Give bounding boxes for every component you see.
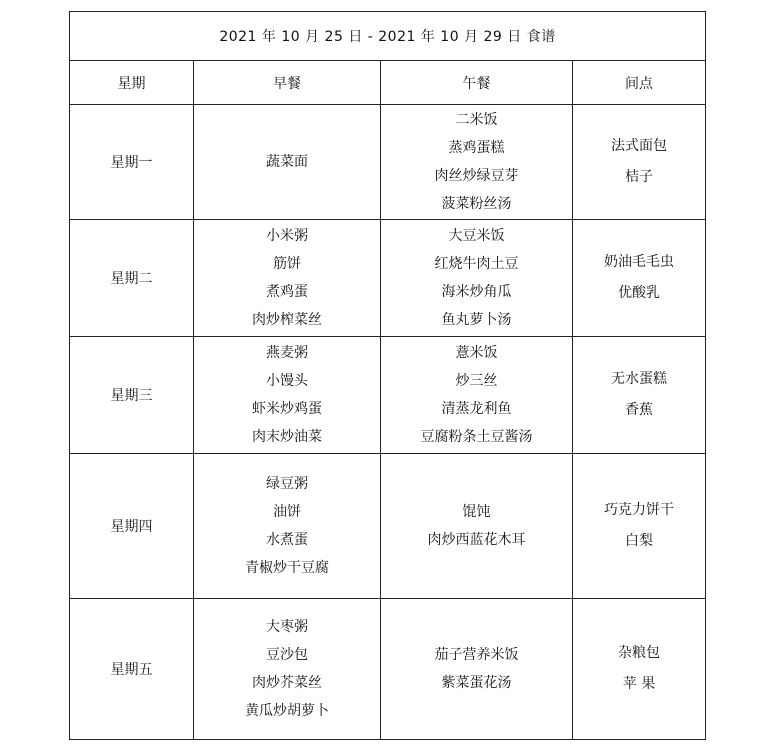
lunch-cell xyxy=(381,105,573,220)
lunch-item: 二米饭 xyxy=(455,112,498,128)
snack-item: 杂粮包 xyxy=(618,645,661,661)
lunch-list xyxy=(381,498,572,554)
snack-list xyxy=(573,495,705,557)
breakfast-item: 肉炒芥菜丝 xyxy=(252,675,322,691)
breakfast-item: 小馒头 xyxy=(266,373,308,389)
snack-list xyxy=(573,638,705,700)
breakfast-item: 煮鸡蛋 xyxy=(266,284,308,300)
breakfast-item: 肉炒榨菜丝 xyxy=(252,312,322,328)
header-breakfast: 早餐 xyxy=(194,61,381,105)
breakfast-list xyxy=(194,148,380,176)
lunch-list xyxy=(381,106,572,218)
lunch-item: 肉丝炒绿豆芽 xyxy=(434,168,519,184)
menu-body xyxy=(70,105,706,740)
snack-list xyxy=(573,247,705,309)
breakfast-item: 肉末炒油菜 xyxy=(252,429,322,445)
breakfast-list xyxy=(194,470,380,582)
breakfast-item: 筋饼 xyxy=(273,256,301,272)
header-snack: 间点 xyxy=(573,61,706,105)
breakfast-item: 蔬菜面 xyxy=(266,154,308,170)
breakfast-cell xyxy=(194,220,381,337)
lunch-item: 茄子营养米饭 xyxy=(434,647,519,663)
snack-cell xyxy=(573,454,706,599)
lunch-item: 蒸鸡蛋糕 xyxy=(448,140,505,156)
lunch-cell xyxy=(381,599,573,740)
breakfast-cell xyxy=(194,337,381,454)
snack-cell xyxy=(573,220,706,337)
day-row xyxy=(70,454,706,599)
snack-cell xyxy=(573,337,706,454)
breakfast-item: 小米粥 xyxy=(266,228,308,244)
breakfast-item: 黄瓜炒胡萝卜 xyxy=(245,703,329,719)
breakfast-item: 油饼 xyxy=(273,504,301,520)
header-day: 星期 xyxy=(70,61,194,105)
breakfast-cell xyxy=(194,105,381,220)
lunch-item: 馄饨 xyxy=(462,504,491,520)
lunch-item: 海米炒角瓜 xyxy=(441,284,512,300)
lunch-list xyxy=(381,222,572,334)
breakfast-cell xyxy=(194,599,381,740)
title-row xyxy=(70,12,706,61)
day-row xyxy=(70,599,706,740)
snack-item: 香蕉 xyxy=(625,402,654,418)
day-label: 星期五 xyxy=(70,599,194,740)
day-label: 星期二 xyxy=(70,220,194,337)
lunch-cell xyxy=(381,337,573,454)
lunch-item: 肉炒西蓝花木耳 xyxy=(427,532,526,548)
lunch-cell xyxy=(381,454,573,599)
day-row xyxy=(70,220,706,337)
lunch-item: 紫菜蛋花汤 xyxy=(441,675,512,691)
lunch-item: 薏米饭 xyxy=(455,345,498,361)
snack-list xyxy=(573,364,705,426)
lunch-item: 鱼丸萝卜汤 xyxy=(441,312,512,328)
breakfast-item: 燕麦粥 xyxy=(266,345,308,361)
lunch-list xyxy=(381,641,572,697)
day-row xyxy=(70,337,706,454)
day-label: 星期一 xyxy=(70,105,194,220)
snack-item: 苹 果 xyxy=(622,676,656,692)
lunch-item: 大豆米饭 xyxy=(448,228,505,244)
day-label: 星期三 xyxy=(70,337,194,454)
snack-item: 白梨 xyxy=(625,533,654,549)
weekly-menu-table xyxy=(69,11,706,740)
breakfast-item: 水煮蛋 xyxy=(266,532,308,548)
lunch-list xyxy=(381,339,572,451)
snack-item: 法式面包 xyxy=(611,138,668,154)
breakfast-list xyxy=(194,613,380,725)
lunch-item: 豆腐粉条土豆酱汤 xyxy=(420,429,533,445)
breakfast-item: 大枣粥 xyxy=(266,619,308,635)
breakfast-cell xyxy=(194,454,381,599)
snack-item: 桔子 xyxy=(625,169,654,185)
breakfast-list xyxy=(194,339,380,451)
breakfast-item: 绿豆粥 xyxy=(266,476,308,492)
lunch-item: 红烧牛肉土豆 xyxy=(434,256,519,272)
day-label: 星期四 xyxy=(70,454,194,599)
snack-item: 奶油毛毛虫 xyxy=(604,254,675,270)
menu-title: 2021 年 10 月 25 日 - 2021 年 10 月 29 日 食谱 xyxy=(70,12,706,61)
header-lunch: 午餐 xyxy=(381,61,573,105)
day-row xyxy=(70,105,706,220)
breakfast-item: 虾米炒鸡蛋 xyxy=(252,401,322,417)
snack-item: 无水蛋糕 xyxy=(611,371,668,387)
lunch-item: 清蒸龙利鱼 xyxy=(441,401,512,417)
snack-item: 巧克力饼干 xyxy=(604,502,675,518)
snack-item: 优酸乳 xyxy=(618,285,661,301)
snack-cell xyxy=(573,105,706,220)
lunch-cell xyxy=(381,220,573,337)
breakfast-list xyxy=(194,222,380,334)
breakfast-item: 豆沙包 xyxy=(266,647,308,663)
breakfast-item: 青椒炒干豆腐 xyxy=(245,560,329,576)
snack-list xyxy=(573,131,705,193)
snack-cell xyxy=(573,599,706,740)
lunch-item: 菠菜粉丝汤 xyxy=(441,196,512,212)
header-row xyxy=(70,61,706,105)
lunch-item: 炒三丝 xyxy=(455,373,498,389)
